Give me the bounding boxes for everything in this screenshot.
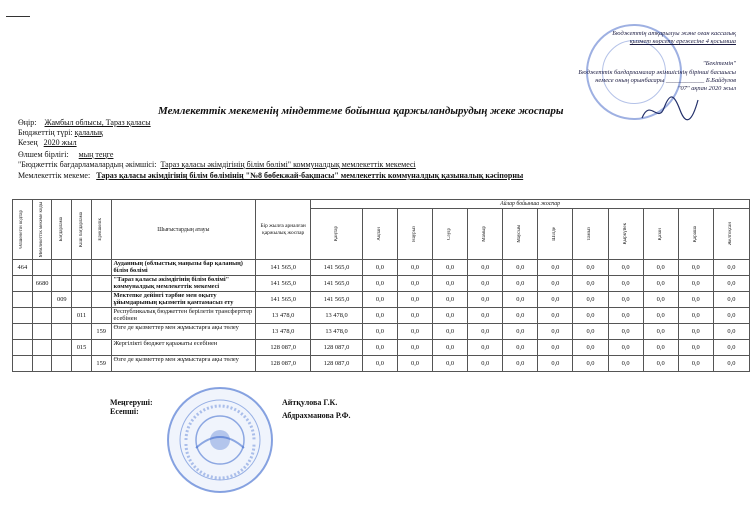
month-value: 0,0: [573, 260, 608, 276]
page-title: Мемлекеттік мекеменің міндеттеме бойынша қаржыландырудың жеке жоспары: [158, 105, 564, 117]
region-label: Өңір:: [18, 118, 37, 127]
region-value: Жамбыл облысы, Тараз қаласы: [44, 118, 151, 127]
expense-name: "Тараз қаласы әкімдігінің білім бөлімі" коммуналдық мемлекеттік мекемесі: [111, 276, 256, 292]
month-value: 0,0: [433, 324, 468, 340]
expense-name: Мектепке дейінгі тәрбие мен оқыту ұйымдарының қызметін қамтамасыз ету: [111, 292, 256, 308]
month-value: 141 565,0: [311, 260, 363, 276]
code-cell: [52, 324, 72, 340]
approval-line-4: Бюджеттік бағдарламалар әкімшісінің бірінші басшысы: [578, 68, 736, 76]
month-value: 0,0: [397, 276, 432, 292]
month-value: 0,0: [678, 308, 713, 324]
month-value: 0,0: [608, 276, 643, 292]
month-value: 0,0: [608, 260, 643, 276]
annual-plan-value: 13 478,0: [256, 324, 311, 340]
month-value: 0,0: [713, 356, 749, 372]
code-cell: 011: [72, 308, 92, 324]
code-cell: [72, 324, 92, 340]
code-cell: [32, 356, 52, 372]
table-row: [13, 260, 750, 276]
unit-value: мың теңге: [78, 150, 114, 159]
month-value: 0,0: [713, 260, 749, 276]
annual-plan-value: 128 087,0: [256, 356, 311, 372]
month-value: 0,0: [433, 356, 468, 372]
month-value: 0,0: [503, 292, 538, 308]
month-value: 0,0: [678, 292, 713, 308]
month-value: 0,0: [397, 308, 432, 324]
code-cell: [52, 356, 72, 372]
month-value: 0,0: [397, 292, 432, 308]
month-value: 128 087,0: [311, 356, 363, 372]
month-value: 0,0: [713, 324, 749, 340]
institution-label: Мемлекеттік мекеме:: [18, 171, 91, 180]
month-value: 0,0: [397, 324, 432, 340]
month-value: 0,0: [643, 292, 678, 308]
month-value: 128 087,0: [311, 340, 363, 356]
month-header: Қыркүйек: [608, 209, 643, 260]
month-value: 0,0: [643, 308, 678, 324]
table-row: [13, 292, 750, 308]
code-cell: [52, 260, 72, 276]
month-value: 0,0: [433, 260, 468, 276]
approval-block: [558, 30, 736, 93]
annual-plan-value: 141 565,0: [256, 260, 311, 276]
meta-period: [18, 138, 77, 147]
month-header: Наурыз: [397, 209, 432, 260]
round-seal: [166, 386, 274, 494]
code-cell: [52, 340, 72, 356]
month-value: 0,0: [362, 308, 397, 324]
period-value: 2020 жыл: [43, 138, 77, 147]
month-value: 0,0: [573, 292, 608, 308]
code-cell: [32, 292, 52, 308]
code-cell: [72, 260, 92, 276]
month-value: 0,0: [713, 308, 749, 324]
month-value: 0,0: [678, 340, 713, 356]
month-value: 0,0: [678, 260, 713, 276]
code-cell: [91, 340, 111, 356]
annual-plan-value: 13 478,0: [256, 308, 311, 324]
month-value: 141 565,0: [311, 292, 363, 308]
month-value: 0,0: [643, 276, 678, 292]
expense-name: Республикалық бюджеттен берілетін трансферттер есебінен: [111, 308, 256, 324]
code-cell: [32, 260, 52, 276]
month-value: 0,0: [678, 324, 713, 340]
annual-plan-value: 141 565,0: [256, 292, 311, 308]
month-value: 0,0: [713, 340, 749, 356]
month-value: 0,0: [503, 260, 538, 276]
month-value: 0,0: [538, 260, 573, 276]
code-cell: 159: [91, 356, 111, 372]
month-header: Тамыз: [573, 209, 608, 260]
manager-label: Меңгеруші:: [110, 398, 153, 407]
month-value: 0,0: [362, 340, 397, 356]
code-cell: [32, 340, 52, 356]
budget-type-label: Бюджеттің түрі:: [18, 128, 73, 137]
month-value: 0,0: [503, 308, 538, 324]
table-row: [13, 340, 750, 356]
month-value: 0,0: [573, 276, 608, 292]
accountant-name: Абдрахманова Р.Ф.: [282, 411, 351, 420]
manager-name: Айтқулова Г.К.: [282, 398, 338, 407]
month-value: 0,0: [608, 356, 643, 372]
code-cell: [13, 276, 33, 292]
month-value: 0,0: [643, 324, 678, 340]
header-program: Бағдарлама: [52, 200, 72, 260]
month-header: Сәуір: [433, 209, 468, 260]
top-rule: [6, 16, 30, 17]
month-value: 0,0: [468, 324, 503, 340]
month-value: 0,0: [538, 308, 573, 324]
month-value: 13 478,0: [311, 324, 363, 340]
admin-value: Тараз қаласы әкімдігінің білім бөлімі" коммуналдық мемлекеттік мекемесі: [160, 160, 416, 169]
code-cell: [13, 292, 33, 308]
month-value: 0,0: [433, 340, 468, 356]
admin-label: "Бюджеттік бағдарламалардың әкімшісі:: [18, 160, 157, 169]
code-cell: [13, 356, 33, 372]
code-cell: [91, 308, 111, 324]
month-value: 0,0: [362, 356, 397, 372]
month-value: 0,0: [468, 356, 503, 372]
month-value: 0,0: [608, 324, 643, 340]
code-cell: 009: [52, 292, 72, 308]
header-expense-name: Шығыстардың атауы: [111, 200, 256, 260]
month-value: 0,0: [678, 356, 713, 372]
approval-heading: "Бекітемін": [702, 60, 736, 68]
month-value: 0,0: [573, 356, 608, 372]
month-value: 0,0: [362, 292, 397, 308]
institution-value: Тараз қаласы әкімдігінің білім бөлімінің "№8 бөбекжай-бақшасы" мемлекеттік коммуналдық қазыналық кәсіпорны: [96, 171, 524, 180]
expense-name: Өзге де қызметтер мен жұмыстарға ақы төлеу: [111, 324, 256, 340]
month-value: 0,0: [468, 308, 503, 324]
approval-date: "07" ақпан 2020 жыл: [677, 85, 736, 93]
budget-type-value: қалалық: [74, 128, 104, 137]
month-value: 0,0: [608, 308, 643, 324]
table-row: [13, 324, 750, 340]
period-label: Кезең: [18, 138, 38, 147]
month-value: 0,0: [643, 340, 678, 356]
approval-line-5: немесе оның орынбасары ____________ Б.Байдулов: [595, 76, 736, 84]
month-value: 0,0: [468, 292, 503, 308]
code-cell: 015: [72, 340, 92, 356]
month-value: 0,0: [573, 308, 608, 324]
table-body: [13, 260, 750, 372]
month-value: 0,0: [362, 324, 397, 340]
month-value: 0,0: [538, 292, 573, 308]
month-value: 0,0: [678, 276, 713, 292]
meta-institution: [18, 171, 523, 180]
month-value: 0,0: [573, 340, 608, 356]
approval-line-2: қызмет көрсету ережесіне 4 қосымша: [629, 38, 736, 46]
code-cell: [91, 292, 111, 308]
code-cell: [91, 276, 111, 292]
accountant-label: Есепші:: [110, 407, 139, 416]
approval-signature: [640, 88, 700, 128]
code-cell: [72, 276, 92, 292]
code-cell: [13, 324, 33, 340]
month-header: Ақпан: [362, 209, 397, 260]
month-value: 0,0: [608, 340, 643, 356]
approval-line-1: Бюджеттің атқарылуы және оған кассалық: [612, 30, 736, 37]
code-cell: [72, 292, 92, 308]
code-cell: [91, 260, 111, 276]
month-value: 0,0: [713, 292, 749, 308]
annual-plan-value: 141 565,0: [256, 276, 311, 292]
meta-region: [18, 118, 151, 127]
code-cell: [32, 308, 52, 324]
month-value: 0,0: [397, 260, 432, 276]
code-cell: [13, 308, 33, 324]
month-value: 13 478,0: [311, 308, 363, 324]
month-header: Шілде: [538, 209, 573, 260]
financing-table: [12, 199, 750, 372]
month-value: 0,0: [503, 356, 538, 372]
header-monthly-plan: Айлар бойынша жоспар: [311, 200, 750, 209]
month-value: 0,0: [362, 260, 397, 276]
code-cell: [72, 356, 92, 372]
month-value: 0,0: [608, 292, 643, 308]
month-value: 0,0: [433, 292, 468, 308]
header-codes: Өлшенетін кодтар: [13, 200, 33, 260]
code-cell: 6680: [32, 276, 52, 292]
expense-name: Ауданның (облыстық маңызы бар қаланың) білім бөлімі: [111, 260, 256, 276]
header-specific: Ерекшелік: [91, 200, 111, 260]
month-header: Қаңтар: [311, 209, 363, 260]
code-cell: 159: [91, 324, 111, 340]
month-value: 0,0: [573, 324, 608, 340]
month-value: 0,0: [397, 340, 432, 356]
unit-label: Өлшем бірлігі:: [18, 150, 69, 159]
code-cell: [52, 276, 72, 292]
code-cell: 464: [13, 260, 33, 276]
meta-unit: [18, 150, 113, 159]
month-value: 0,0: [643, 260, 678, 276]
month-value: 0,0: [433, 276, 468, 292]
month-value: 0,0: [362, 276, 397, 292]
month-value: 0,0: [538, 356, 573, 372]
month-value: 0,0: [503, 340, 538, 356]
table-row: [13, 356, 750, 372]
code-cell: [52, 308, 72, 324]
month-value: 0,0: [433, 308, 468, 324]
annual-plan-value: 128 087,0: [256, 340, 311, 356]
header-subprogram: Кіші бағдарлама: [72, 200, 92, 260]
table-row: [13, 308, 750, 324]
month-value: 0,0: [538, 324, 573, 340]
month-value: 0,0: [503, 276, 538, 292]
month-value: 0,0: [468, 276, 503, 292]
month-value: 0,0: [468, 260, 503, 276]
expense-name: Жергілікті бюджет қаражаты есебінен: [111, 340, 256, 356]
meta-admin: [18, 160, 416, 169]
month-header: Маусым: [503, 209, 538, 260]
meta-budget-type: [18, 128, 103, 137]
month-header: Қазан: [643, 209, 678, 260]
month-value: 0,0: [503, 324, 538, 340]
month-value: 0,0: [538, 340, 573, 356]
expense-name: Өзге де қызметтер мен жұмыстарға ақы төлеу: [111, 356, 256, 372]
code-cell: [13, 340, 33, 356]
month-value: 0,0: [538, 276, 573, 292]
header-institution-code: Мемлекеттік мекеме коды: [32, 200, 52, 260]
month-value: 0,0: [397, 356, 432, 372]
month-value: 0,0: [713, 276, 749, 292]
month-value: 0,0: [643, 356, 678, 372]
table-row: [13, 276, 750, 292]
header-annual-plan: Бір жылға арналған қаржылық жоспар: [256, 200, 311, 260]
month-header: Қараша: [678, 209, 713, 260]
month-value: 141 565,0: [311, 276, 363, 292]
code-cell: [32, 324, 52, 340]
month-header: Мамыр: [468, 209, 503, 260]
month-value: 0,0: [468, 340, 503, 356]
month-header: Желтоқсан: [713, 209, 749, 260]
